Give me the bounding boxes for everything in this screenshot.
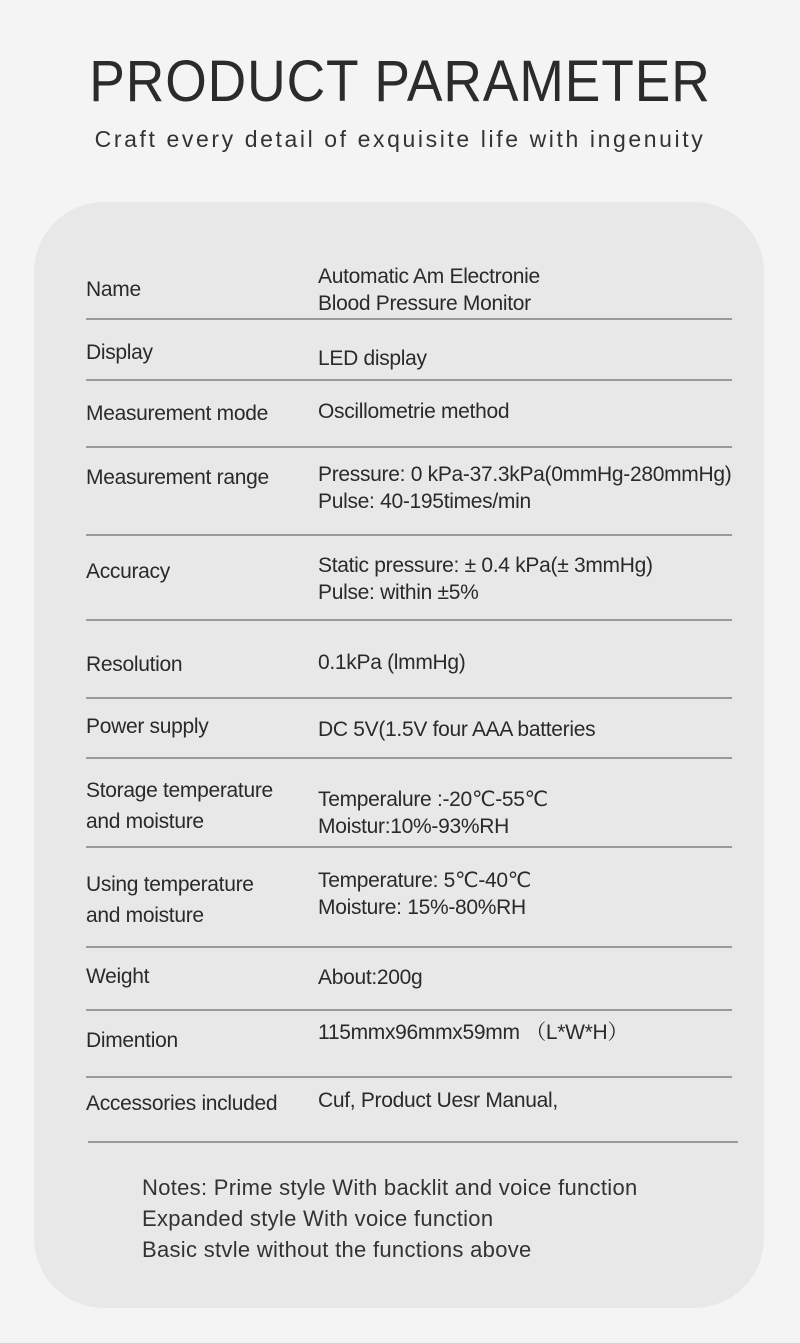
param-row-dimention (86, 1011, 732, 1078)
param-value: Oscillometrie method (318, 400, 510, 423)
param-value: Temperature: 5℃-40℃ Moisture: 15%-80%RH (318, 869, 532, 919)
param-value: About:200g (318, 966, 423, 989)
param-row-using-temperature (86, 848, 732, 948)
divider (88, 1141, 738, 1143)
note-line: Notes: Prime style With backlit and voice function (142, 1175, 638, 1200)
param-value: Static pressure: ± 0.4 kPa(± 3mmHg) Pulse: within ±5% (318, 554, 653, 604)
param-row-resolution (86, 621, 732, 699)
param-value: 115mmx96mmx59mm （L*W*H） (318, 1021, 629, 1044)
param-label: Dimention (86, 1029, 178, 1052)
param-label: Display (86, 341, 153, 364)
param-value: LED display (318, 347, 427, 370)
param-label: Power supply (86, 715, 209, 738)
param-row-storage-temperature (86, 759, 732, 848)
param-value: Pressure: 0 kPa-37.3kPa(0mmHg-280mmHg) Pulse: 40-195times/min (318, 463, 732, 513)
param-row-weight (86, 948, 732, 1011)
notes (142, 1172, 742, 1265)
param-row-accuracy (86, 536, 732, 621)
param-row-name (86, 262, 732, 320)
param-label: Measurement range (86, 466, 269, 489)
param-row-measurement-mode (86, 381, 732, 448)
param-value: Cuf, Product Uesr Manual, (318, 1089, 558, 1112)
param-row-accessories (86, 1078, 732, 1138)
note-line: Expanded style With voice function (142, 1206, 494, 1231)
param-row-power-supply (86, 699, 732, 759)
param-value: 0.1kPa (lmmHg) (318, 651, 466, 674)
param-label: Accessories included (86, 1092, 278, 1115)
param-value: Temperalure :-20℃-55℃ Moistur:10%-93%RH (318, 788, 548, 838)
param-label: Name (86, 278, 141, 301)
page-subtitle: Craft every detail of exquisite life with ingenuity (94, 126, 706, 152)
param-label: Resolution (86, 653, 183, 676)
param-row-measurement-range (86, 448, 732, 536)
page-title: PRODUCT PARAMETER (89, 49, 711, 114)
param-label: Weight (86, 965, 150, 988)
param-value: Automatic Am Electronie Blood Pressure Monitor (318, 265, 540, 315)
param-label: Using temperature and moisture (86, 873, 254, 927)
param-label: Measurement mode (86, 402, 268, 425)
param-value: DC 5V(1.5V four AAA batteries (318, 718, 596, 741)
note-line: Basic stvle without the functions above (142, 1237, 532, 1262)
param-row-display (86, 320, 732, 381)
param-label: Accuracy (86, 560, 170, 583)
param-label: Storage temperature and moisture (86, 779, 273, 833)
